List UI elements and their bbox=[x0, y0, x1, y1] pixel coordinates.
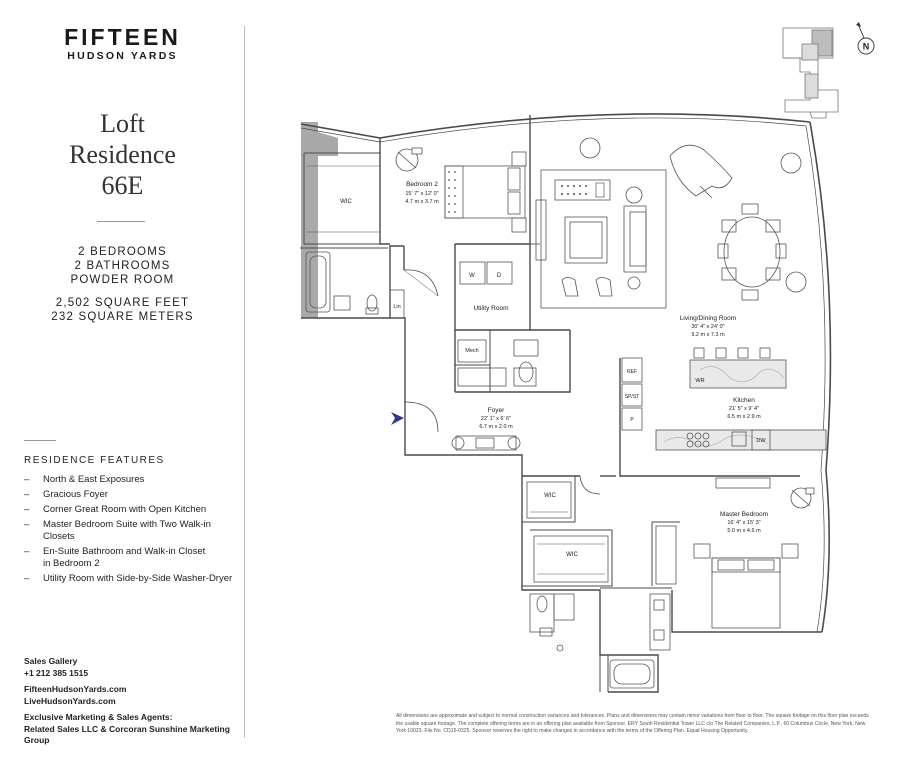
spec-bedrooms: 2 BEDROOMS bbox=[78, 246, 167, 258]
residence-title-line2: Residence bbox=[69, 140, 176, 169]
wic-master-b-label: WIC bbox=[566, 552, 578, 558]
feature-item bbox=[24, 519, 244, 543]
utility-fixtures bbox=[458, 262, 538, 386]
feature-text: Utility Room with Side-by-Side Washer-Dryer bbox=[43, 573, 233, 584]
residence-title-line3: 66E bbox=[101, 171, 144, 200]
info-panel bbox=[0, 0, 245, 760]
floor-plan bbox=[245, 0, 900, 712]
feature-dash: – bbox=[24, 546, 30, 557]
living-dining-furniture bbox=[536, 138, 806, 308]
feature-item bbox=[24, 489, 244, 501]
wine-refrigerator-label: WR bbox=[695, 378, 705, 384]
utility-room-label: Utility Room bbox=[473, 305, 509, 312]
spec-bathrooms: 2 BATHROOMS bbox=[74, 260, 171, 272]
washer-label: W bbox=[469, 273, 475, 279]
master-bedroom-metric: 5.0 m x 4.6 m bbox=[727, 528, 761, 534]
bedroom2-furniture bbox=[306, 148, 526, 232]
kitchen-metric: 6.5 m x 2.9 m bbox=[727, 414, 761, 420]
master-bedroom-imperial: 16' 4" x 15' 3" bbox=[727, 520, 761, 526]
kitchen-fixtures bbox=[622, 348, 826, 450]
foyer-furniture bbox=[452, 436, 520, 450]
feature-dash: – bbox=[24, 504, 30, 515]
brand-subname: HUDSON YARDS bbox=[67, 50, 178, 62]
feature-item bbox=[24, 573, 244, 585]
refrigerator-label: REF bbox=[627, 369, 637, 375]
solid-walls bbox=[301, 122, 338, 318]
dishwasher-label: DW bbox=[756, 438, 766, 444]
living-dining-metric: 9.2 m x 7.3 m bbox=[691, 332, 725, 338]
north-arrow-icon bbox=[856, 22, 874, 54]
website-link-1[interactable]: FifteenHudsonYards.com bbox=[24, 684, 127, 694]
spec-square-feet: 2,502 SQUARE FEET bbox=[55, 297, 190, 309]
features-divider bbox=[24, 440, 56, 441]
feature-text: Gracious Foyer bbox=[43, 489, 108, 500]
sp-st-label: SP/ST bbox=[624, 394, 640, 400]
bedroom2-label: Bedroom 2 bbox=[406, 181, 438, 188]
title-divider bbox=[97, 221, 145, 222]
kitchen-label: Kitchen bbox=[733, 397, 755, 404]
feature-dash: – bbox=[24, 519, 30, 530]
linen-label: Lin bbox=[393, 304, 401, 310]
spec-square-meters: 232 SQUARE METERS bbox=[51, 311, 194, 323]
master-bedroom-furniture bbox=[694, 478, 814, 628]
features-list bbox=[24, 474, 244, 588]
residence-specs bbox=[0, 245, 245, 324]
agents-names: Related Sales LLC & Corcoran Sunshine Marketing Group bbox=[24, 723, 230, 745]
spec-powder-room: POWDER ROOM bbox=[70, 274, 175, 286]
foyer-label: Foyer bbox=[487, 407, 505, 414]
bedroom2-dots bbox=[448, 171, 456, 213]
foyer-imperial: 22' 1" x 6' 6" bbox=[480, 416, 512, 422]
wic-bedroom2-label: WIC bbox=[340, 199, 352, 205]
pantry-label: P bbox=[630, 417, 634, 423]
feature-item bbox=[24, 474, 244, 486]
feature-text: Corner Great Room with Open Kitchen bbox=[43, 504, 207, 515]
website-link-2[interactable]: LiveHudsonYards.com bbox=[24, 695, 116, 706]
bedroom2-imperial: 15' 7" x 12' 0" bbox=[405, 191, 439, 197]
feature-dash: – bbox=[24, 489, 30, 500]
feature-item bbox=[24, 504, 244, 516]
living-dining-imperial: 30' 4" x 24' 0" bbox=[691, 324, 725, 330]
foyer-metric: 6.7 m x 2.0 m bbox=[479, 424, 513, 430]
feature-item-continued bbox=[24, 558, 244, 570]
kitchen-imperial: 21' 5" x 9' 4" bbox=[728, 406, 760, 412]
feature-dash: – bbox=[24, 474, 30, 485]
brand-name: FIFTEEN bbox=[64, 24, 181, 50]
feature-item bbox=[24, 546, 244, 558]
feature-text: Master Bedroom Suite with Two Walk-in Closets bbox=[43, 519, 211, 542]
feature-dash: – bbox=[24, 573, 30, 584]
wic-master-a-label: WIC bbox=[544, 493, 556, 499]
contact-info bbox=[24, 656, 244, 747]
dryer-label: D bbox=[496, 273, 502, 279]
key-plan bbox=[783, 28, 838, 118]
residence-title-line1: Loft bbox=[100, 109, 145, 138]
feature-text: En-Suite Bathroom and Walk-in Closet bbox=[43, 546, 206, 557]
master-bedroom-label: Master Bedroom bbox=[719, 511, 769, 518]
living-dining-label: Living/Dining Room bbox=[679, 315, 737, 322]
mech-label: Mech bbox=[465, 348, 479, 354]
agents-label: Exclusive Marketing & Sales Agents: bbox=[24, 712, 173, 722]
living-dots bbox=[561, 183, 604, 197]
sales-gallery-label: Sales Gallery bbox=[24, 656, 78, 666]
bedroom2-metric: 4.7 m x 3.7 m bbox=[405, 199, 439, 205]
feature-text: North & East Exposures bbox=[43, 474, 145, 485]
legal-disclaimer: All dimensions are approximate and subject to normal construction variances and tolerances. Plans and dimensions may contain minor variations from floor to floor. The square footage on this floor plan exceeds the usable square footage. The complete offering terms are in an offering plan available from Sponsor, ERY South Residential Tower LLC c/o The Related Companies, L.P., 60 Columbus Circle, New York, New York 10023. File No. CD15-0325. Sponsor reserves the right to make changes in accordance with the terms of the Offering Plan. Equal Housing Opportunity. bbox=[396, 713, 869, 735]
brand-logo bbox=[0, 24, 245, 62]
residence-title bbox=[0, 108, 245, 201]
feature-text: in Bedroom 2 bbox=[43, 558, 100, 569]
entry-arrow-icon bbox=[391, 412, 404, 425]
north-label: N bbox=[862, 41, 870, 52]
features-heading: RESIDENCE FEATURES bbox=[24, 455, 165, 466]
sales-phone[interactable]: +1 212 385 1515 bbox=[24, 667, 89, 678]
